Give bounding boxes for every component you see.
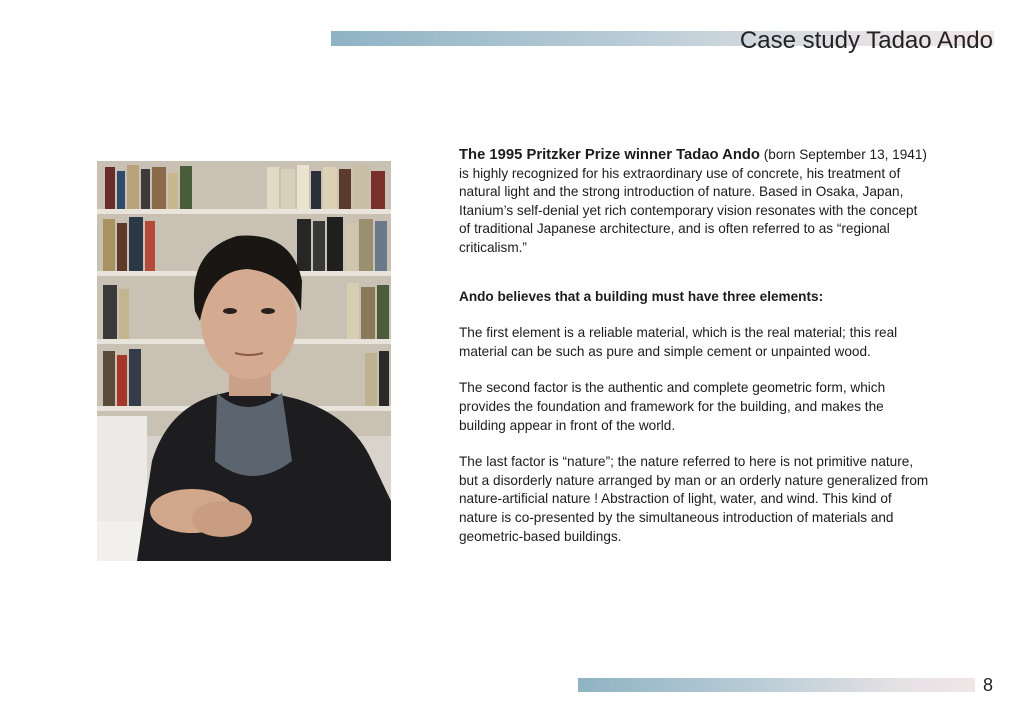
page-title: Case study Tadao Ando: [739, 27, 993, 54]
page-number: 8: [982, 675, 993, 695]
article-body: [459, 146, 929, 546]
intro-text: (born September 13, 1941) is highly recognized for his extraordinary use of concrete, his treatment of natural light and the strong introduction of nature. Based in Osaka, Japan, Itanium’s self-denial yet rich contemporary vision resonates with the concept of traditional Japanese architecture, and is often referred to as “regional criticalism.”: [459, 147, 927, 255]
portrait-photo: [97, 161, 391, 561]
first-element-paragraph: The first element is a reliable material, which is the real material; this real material can be such as pure and simple cement or unpainted wood.: [459, 325, 898, 359]
second-element-paragraph: The second factor is the authentic and complete geometric form, which provides the foundation and framework for the building, and makes the building appear in front of the world.: [459, 380, 886, 433]
third-element-paragraph: The last factor is “nature”; the nature referred to here is not primitive nature, but a disorderly nature arranged by man or an orderly nature generalized from nature-artificial nature ! Abstraction of light, water, and wind. This kind of nature is co-presented by the simultaneous introduction of materials and geometric-based buildings.: [459, 454, 929, 544]
footer-gradient-bar: [578, 678, 975, 692]
intro-paragraph: [459, 146, 929, 258]
three-elements-heading: Ando believes that a building must have three elements:: [459, 288, 824, 304]
intro-lead: The 1995 Pritzker Prize winner Tadao Ando: [459, 147, 760, 163]
